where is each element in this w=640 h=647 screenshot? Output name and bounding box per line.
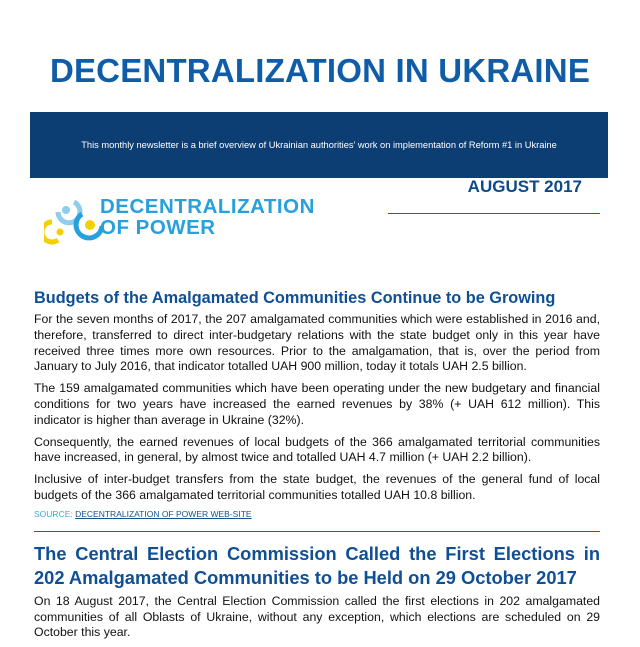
paragraph: On 18 August 2017, the Central Election Commission called the first elections in 202 amalgamated communities of all Oblasts of Ukraine, without any exception, which elections are scheduled on 29 October this year. — [34, 593, 600, 640]
paragraph: Consequently, the earned revenues of local budgets of the 366 amalgamated territorial communities have increased, in general, by almost twice and totalled UAH 4.7 million (+ UAH 2.2 billion). — [34, 434, 600, 465]
logo-line2: OF POWER — [100, 216, 216, 239]
decentralization-logo — [44, 192, 344, 252]
source-line — [34, 509, 600, 519]
issue-date: AUGUST 2017 — [467, 177, 582, 196]
logo-text — [100, 196, 315, 238]
newsletter-body — [34, 288, 600, 647]
source-link[interactable]: DECENTRALIZATION OF POWER WEB-SITE — [75, 508, 252, 519]
paragraph: For the seven months of 2017, the 207 amalgamated communities which were established in 2016 and, therefore, transferred to direct inter-budgetary relations with the state budget only in this year have received three times more own resources. Prior to the amalgamation, that is, over the period from January to July 2016, that indicator totalled UAH 900 million, today it totals UAH 2.5 billion. — [34, 312, 600, 374]
divider — [34, 531, 600, 532]
source-label: SOURCE: — [34, 508, 73, 519]
paragraph: The 159 amalgamated communities which have been operating under the new budgetary and financial conditions for two years have increased the earned revenues by 38% (+ UAH 612 million). This indicator is higher than average in Ukraine (32%). — [34, 381, 600, 427]
paragraph: Inclusive of inter-budget transfers from the state budget, the revenues of the general fund of local budgets of the 366 amalgamated territorial communities totalled UAH 10.8 billion. — [34, 472, 600, 502]
logo-line1: DECENTRALIZATION — [100, 195, 315, 218]
divider — [388, 213, 600, 214]
article2-heading: The Central Election Commission Called the First Elections in 202 Amalgamated Communities to be Held on 29 October 2017 — [34, 542, 600, 588]
logo-circles-icon — [44, 192, 104, 252]
intro-banner: This monthly newsletter is a brief overview of Ukrainian authorities’ work on implementation of Reform #1 in Ukraine — [30, 112, 608, 178]
newsletter-title: DECENTRALIZATION IN UKRAINE — [49, 52, 591, 89]
article1-heading: Budgets of the Amalgamated Communities Continue to be Growing — [34, 289, 556, 307]
